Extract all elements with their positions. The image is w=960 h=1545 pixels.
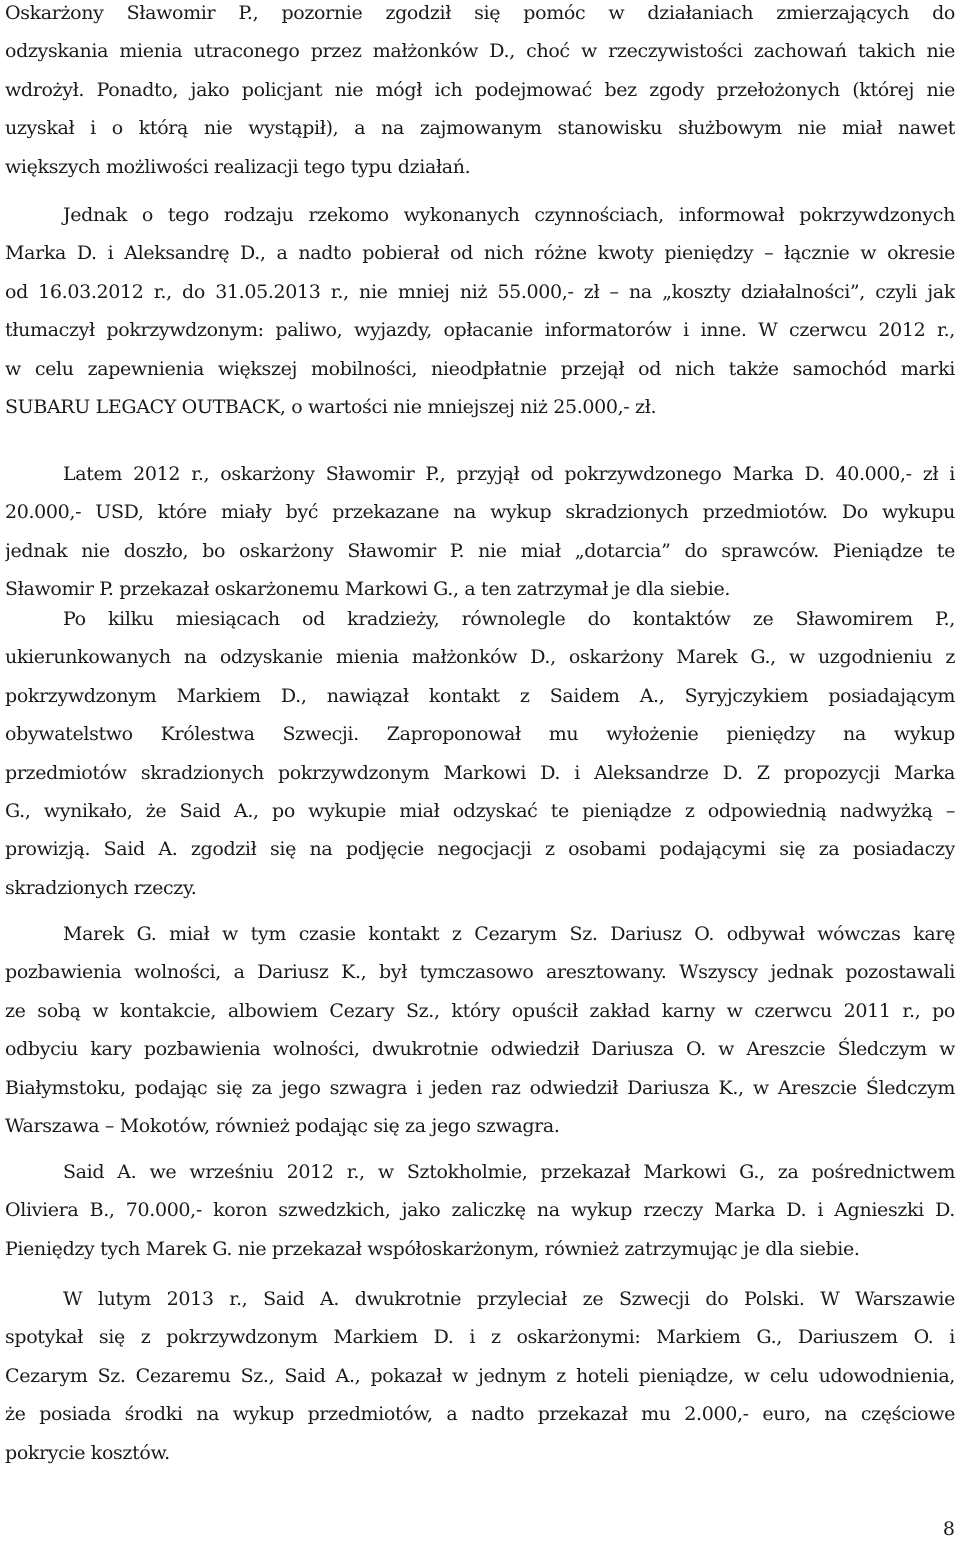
text-line: Pieniędzy tych Marek G. nie przekazał współoskarżonym, również zatrzymując je dla siebie. (5, 1237, 860, 1260)
text-line: Cezarym Sz. Cezaremu Sz., Said A., pokazał w jednym z hoteli pieniądze, w celu udowodnienia, (5, 1364, 955, 1387)
text-line: uzyskał i o którą nie wystąpił), a na zajmowanym stanowisku służbowym nie miał nawet (5, 117, 955, 140)
text-line: pozbawienia wolności, a Dariusz K., był tymczasowo aresztowany. Wszyscy jednak pozostawali (5, 961, 955, 984)
text-line: Said A. we wrześniu 2012 r., w Sztokholmie, przekazał Markowi G., za pośrednictwem (63, 1161, 955, 1183)
paragraph-7 (5, 1280, 955, 1472)
page-number: 8 (942, 1518, 955, 1540)
text-line: prowizją. Said A. zgodził się na podjęcie negocjacji z osobami podającymi się za posiadaczy (5, 838, 955, 861)
text-line: Marek G. miał w tym czasie kontakt z Cezarym Sz. Dariusz O. odbywał wówczas karę (63, 923, 955, 945)
text-line: że posiada środki na wykup przedmiotów, a nadto przekazał mu 2.000,- euro, na częściowe (5, 1403, 955, 1426)
text-line: ukierunkowanych na odzyskanie mienia małżonków D., oskarżony Marek G., w uzgodnieniu z (5, 646, 955, 669)
text-line: obywatelstwo Królestwa Szwecji. Zaproponował mu wyłożenie pieniędzy na wykup (5, 723, 955, 746)
text-line: jednak nie doszło, bo oskarżony Sławomir P. nie miał „dotarcia” do sprawców. Pieniądze te (5, 539, 955, 562)
paragraph-6 (5, 1153, 955, 1268)
paragraph-1 (5, 0, 955, 186)
text-line: W lutym 2013 r., Said A. dwukrotnie przyleciał ze Szwecji do Polski. W Warszawie (63, 1288, 955, 1310)
text-line: Latem 2012 r., oskarżony Sławomir P., przyjął od pokrzywdzonego Marka D. 40.000,- zł i (63, 463, 955, 485)
text-line: większych możliwości realizacji tego typu działań. (5, 155, 471, 178)
text-line: wdrożył. Ponadto, jako policjant nie mógł ich podejmować bez zgody przełożonych (której nie (5, 78, 955, 101)
paragraph-2 (5, 196, 955, 426)
paragraph-3 (5, 455, 955, 609)
text-line: przedmiotów skradzionych pokrzywdzonym Markowi D. i Aleksandrze D. Z propozycji Marka (5, 761, 955, 784)
text-line: od 16.03.2012 r., do 31.05.2013 r., nie mniej niż 55.000,- zł – na „koszty działalności”, czyli jak (5, 280, 955, 303)
text-line: Sławomir P. przekazał oskarżonemu Markowi G., a ten zatrzymał je dla siebie. (5, 578, 731, 601)
text-line: pokrzywdzonym Markiem D., nawiązał kontakt z Saidem A., Syryjczykiem posiadającym (5, 684, 955, 707)
text-line: G., wynikało, że Said A., po wykupie miał odzyskać te pieniądze z odpowiednią nadwyżką – (5, 800, 955, 823)
text-line: 20.000,- USD, które miały być przekazane na wykup skradzionych przedmiotów. Do wykupu (5, 501, 955, 524)
text-line: pokrycie kosztów. (5, 1441, 170, 1464)
text-line: ze sobą w kontakcie, albowiem Cezary Sz., który opuścił zakład karny w czerwcu 2011 r., po (5, 999, 955, 1022)
text-line: SUBARU LEGACY OUTBACK, o wartości nie mniejszej niż 25.000,- zł. (5, 396, 657, 419)
text-line: Jednak o tego rodzaju rzekomo wykonanych czynnościach, informował pokrzywdzonych (63, 204, 955, 226)
text-line: Oskarżony Sławomir P., pozornie zgodził się pomóc w działaniach zmierzających do (5, 2, 955, 24)
text-line: odbyciu kary pozbawienia wolności, dwukrotnie odwiedził Dariusza O. w Areszcie Śledczym w (5, 1038, 955, 1061)
text-line: Marka D. i Aleksandrę D., a nadto pobierał od nich różne kwoty pieniędzy – łącznie w okresie (5, 242, 955, 265)
text-line: Po kilku miesiącach od kradzieży, równolegle do kontaktów ze Sławomirem P., (63, 608, 955, 630)
text-line: Białymstoku, podając się za jego szwagra i jeden raz odwiedził Dariusza K., w Areszcie Śledczym (5, 1076, 955, 1099)
text-line: skradzionych rzeczy. (5, 876, 197, 899)
text-line: w celu zapewnienia większej mobilności, nieodpłatnie przejął od nich także samochód marki (5, 357, 955, 380)
text-line: Oliviera B., 70.000,- koron szwedzkich, jako zaliczkę na wykup rzeczy Marka D. i Agnieszki D. (5, 1199, 955, 1222)
text-line: odzyskania mienia utraconego przez małżonków D., choć w rzeczywistości zachowań takich nie (5, 40, 955, 63)
text-line: spotykał się z pokrzywdzonym Markiem D. i z oskarżonymi: Markiem G., Dariuszem O. i (5, 1326, 955, 1349)
paragraph-5 (5, 915, 955, 1145)
text-line: Warszawa – Mokotów, również podając się za jego szwagra. (5, 1115, 560, 1138)
paragraph-4 (5, 600, 955, 907)
text-line: tłumaczył pokrzywdzonym: paliwo, wyjazdy, opłacanie informatorów i inne. W czerwcu 2012 r., (5, 319, 955, 342)
